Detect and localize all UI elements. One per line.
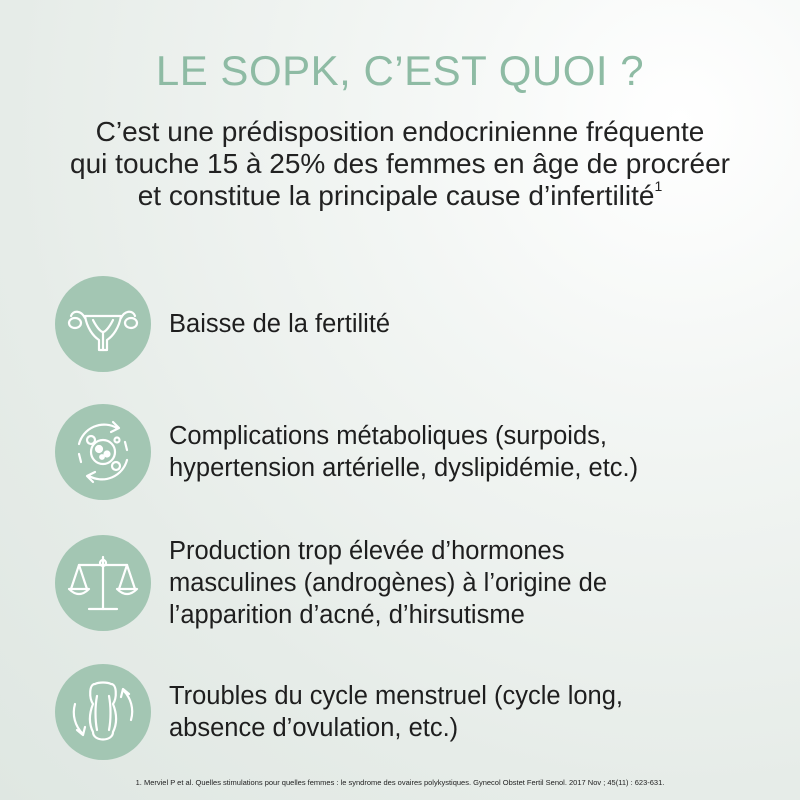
- item-line: absence d’ovulation, etc.): [169, 714, 459, 742]
- item-text: [169, 308, 765, 340]
- list-item-androgens: [55, 535, 765, 631]
- footnote-marker: 1: [654, 177, 663, 194]
- item-line: masculines (androgènes) à l’origine de: [169, 569, 607, 597]
- item-line: l’apparition d’acné, d’hirsutisme: [169, 601, 525, 629]
- item-line: Complications métaboliques (surpoids,: [169, 422, 607, 450]
- item-text: [169, 420, 765, 484]
- list-item-fertility: [55, 276, 765, 372]
- balance-scale-icon: [55, 535, 151, 631]
- list-item-metabolic: [55, 404, 765, 500]
- item-line: Production trop élevée d’hormones: [169, 537, 565, 565]
- intro-line-3: [0, 177, 800, 212]
- page-title: LE SOPK, C’EST QUOI ?: [155, 47, 645, 94]
- intro-line-2: qui touche 15 à 25% des femmes en âge de procréer: [70, 148, 730, 179]
- sanitary-pad-cycle-icon: [55, 664, 151, 760]
- item-text: [169, 680, 765, 744]
- item-text: [169, 535, 765, 631]
- item-line: Baisse de la fertilité: [169, 310, 391, 338]
- metabolism-cycle-icon: [55, 404, 151, 500]
- item-line: Troubles du cycle menstruel (cycle long,: [169, 682, 623, 710]
- uterus-icon: [55, 276, 151, 372]
- intro-line-3-text: et constitue la principale cause d’infertilité: [137, 180, 655, 211]
- item-line: hypertension artérielle, dyslipidémie, etc.): [169, 454, 639, 482]
- list-item-menstrual-cycle: [55, 664, 765, 760]
- footnote: 1. Merviel P et al. Quelles stimulations pour quelles femmes : le syndrome des ovaires polykystiques. Gynecol Obstet Fertil Senol. 2017 Nov ; 45(11) : 623-631.: [135, 778, 665, 787]
- intro-paragraph: [0, 116, 800, 212]
- intro-line-1: C’est une prédisposition endocrinienne fréquente: [95, 116, 705, 147]
